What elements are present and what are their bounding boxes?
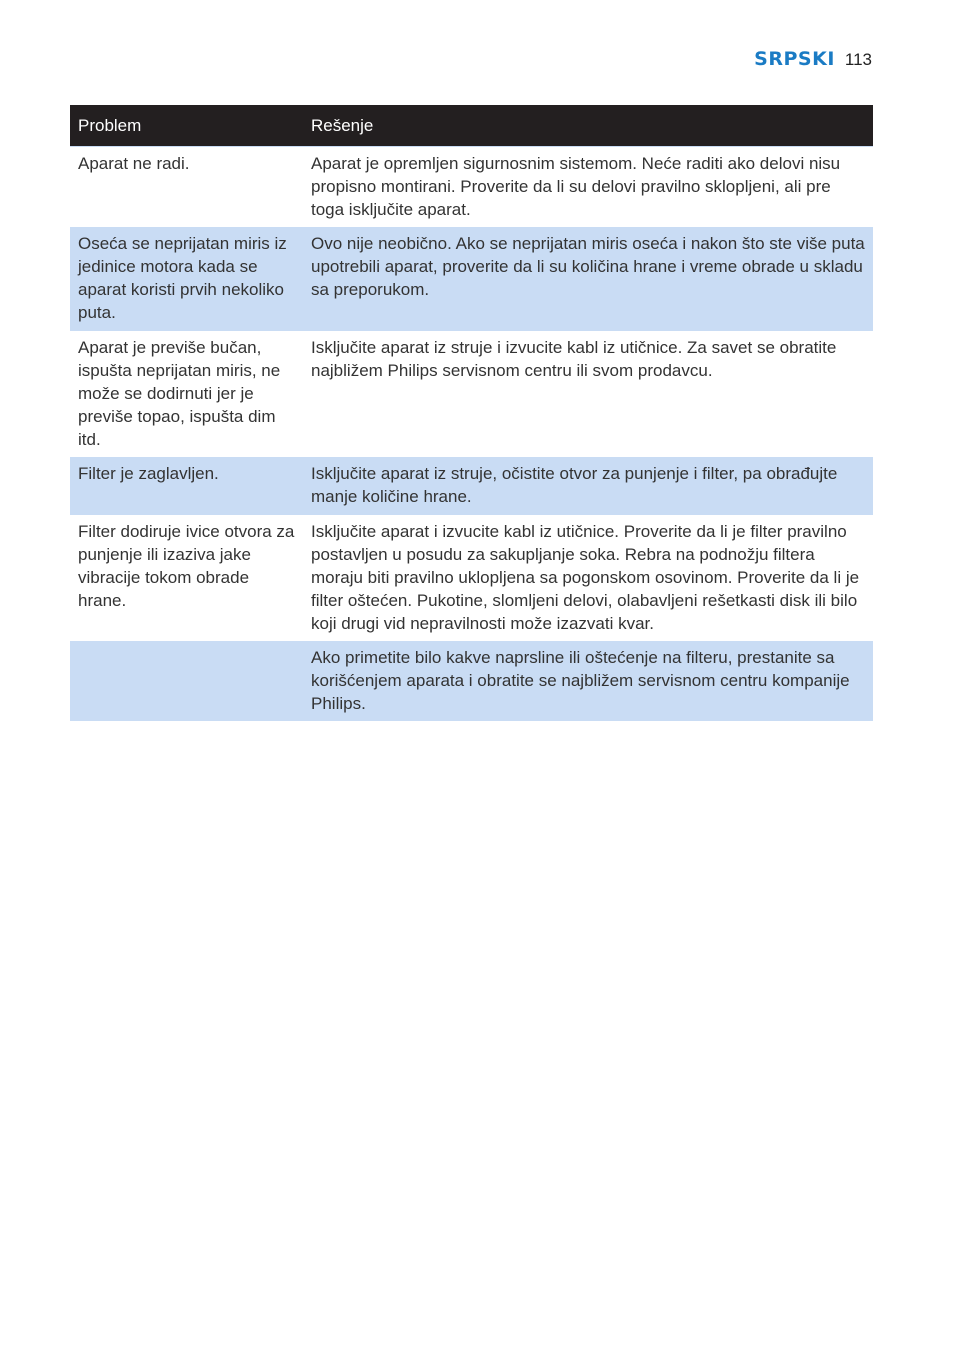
solution-cell: Isključite aparat iz struje i izvucite kabl iz utičnice. Za savet se obratite najbližem Philips servisnom centru ili svom prodavcu. [303, 331, 873, 458]
problem-cell: Filter dodiruje ivice otvora za punjenje ili izaziva jake vibracije tokom obrade hrane. [70, 515, 303, 642]
page-number: 113 [844, 50, 872, 69]
column-header-problem: Problem [70, 105, 303, 147]
table-row [70, 641, 873, 721]
problem-cell: Aparat je previše bučan, ispušta neprijatan miris, ne može se dodirnuti jer je previše topao, ispušta dim itd. [70, 331, 303, 458]
solution-cell: Ovo nije neobično. Ako se neprijatan miris oseća i nakon što ste više puta upotrebili aparat, proverite da li su količina hrane i vreme obrade u skladu sa preporukom. [303, 227, 873, 331]
problem-cell [70, 641, 303, 721]
table-row [70, 515, 873, 642]
problem-cell: Aparat ne radi. [70, 147, 303, 228]
solution-cell: Aparat je opremljen sigurnosnim sistemom. Neće raditi ako delovi nisu propisno montirani. Proverite da li su delovi pravilno sklopljeni, ali pre toga isključite aparat. [303, 147, 873, 228]
problem-cell: Filter je zaglavljen. [70, 457, 303, 515]
page-header [754, 48, 872, 70]
solution-cell: Ako primetite bilo kakve naprsline ili oštećenje na filteru, prestanite sa korišćenjem aparata i obratite se najbližem servisnom centru kompanije Philips. [303, 641, 873, 721]
table-header-row [70, 105, 873, 147]
table-row [70, 457, 873, 515]
language-label: SRPSKI [754, 48, 835, 70]
table-row [70, 227, 873, 331]
column-header-solution: Rešenje [303, 105, 873, 147]
solution-cell: Isključite aparat i izvucite kabl iz utičnice. Proverite da li je filter pravilno postavljen u posudu za sakupljanje soka. Rebra na podnožju filtera moraju biti pravilno uklopljena sa pogonskom osovinom. Proverite da li je filter oštećen. Pukotine, slomljeni delovi, olabavljeni rešetkasti disk ili bilo koji drugi vid nepravilnosti može izazvati kvar. [303, 515, 873, 642]
troubleshooting-table [70, 105, 873, 721]
problem-cell: Oseća se neprijatan miris iz jedinice motora kada se aparat koristi prvih nekoliko puta. [70, 227, 303, 331]
table-row [70, 331, 873, 458]
table-row [70, 147, 873, 228]
solution-cell: Isključite aparat iz struje, očistite otvor za punjenje i filter, pa obrađujte manje količine hrane. [303, 457, 873, 515]
